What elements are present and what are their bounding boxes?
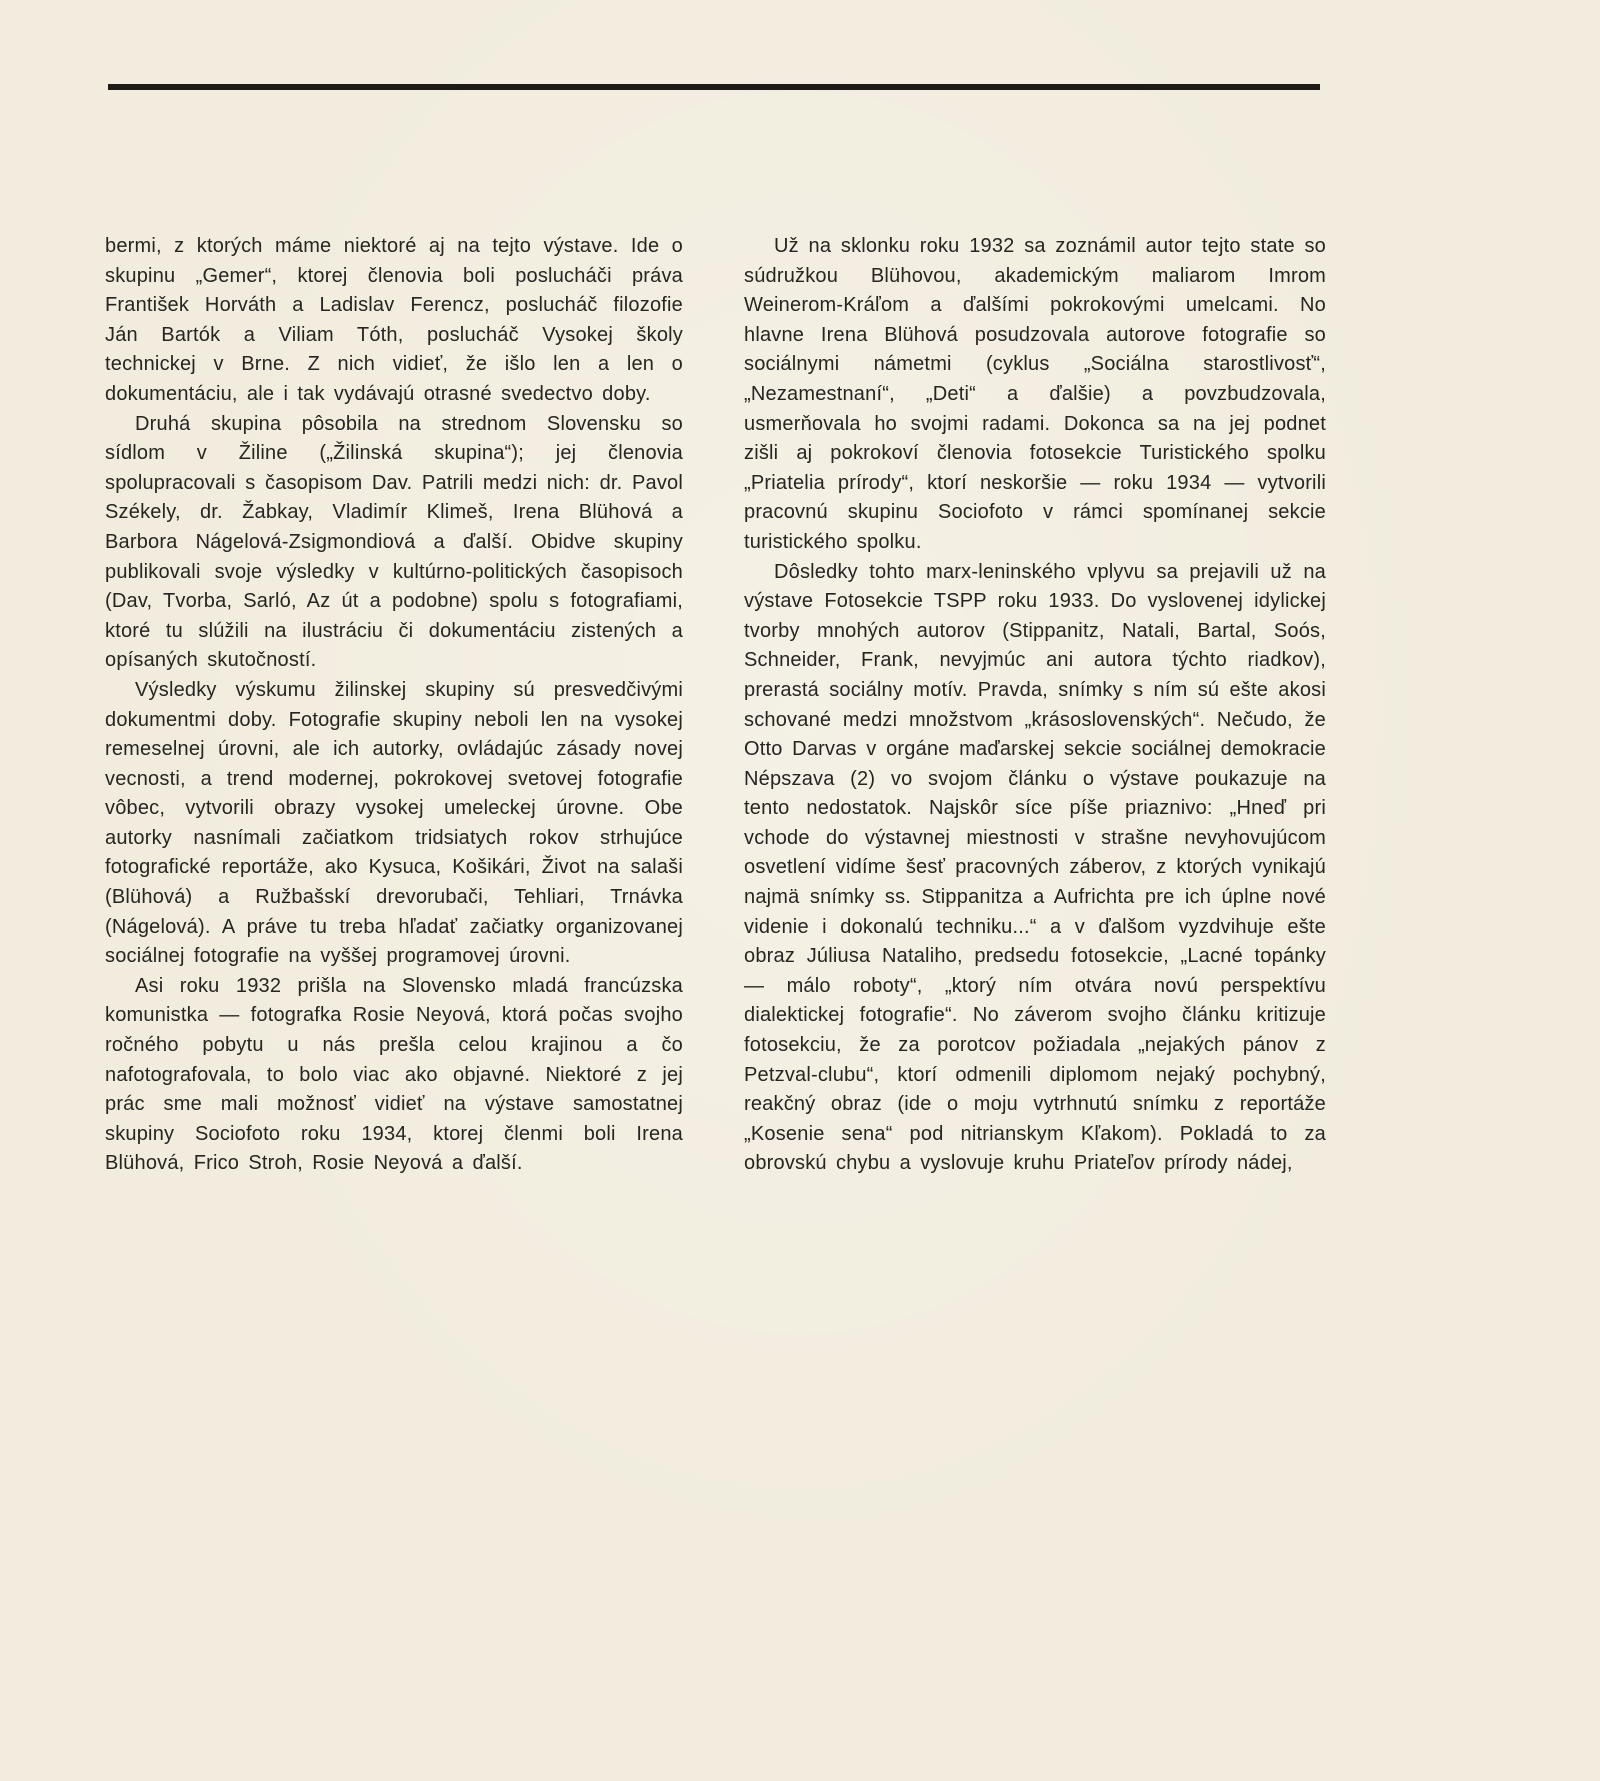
- text-column-right: [744, 232, 1326, 1179]
- paragraph: Druhá skupina pôsobila na strednom Slovensku so sídlom v Žiline („Žilinská skupina“); jej členovia spolupracovali s časopisom Dav. Patrili medzi nich: dr. Pavol Székely, dr. Žabkay, Vladimír Klimeš, Irena Blühová a Barbora Nágelová-Zsigmondiová a ďalší. Obidve skupiny publikovali svoje výsledky v kultúrno-politických časopisoch (Dav, Tvorba, Sarló, Az út a podobne) spolu s fotografiami, ktoré tu slúžili na ilustráciu či dokumentáciu zistených a opísaných skutočností.: [105, 412, 683, 672]
- top-rule-divider: [108, 84, 1320, 90]
- text-column-left: [105, 232, 683, 1179]
- paragraph: bermi, z ktorých máme niektoré aj na tejto výstave. Ide o skupinu „Gemer“, ktorej členovia boli poslucháči práva František Horváth a Ladislav Ferencz, poslucháč filozofie Ján Bartók a Viliam Tóth, poslucháč Vysokej školy technickej v Brne. Z nich vidieť, že išlo len a len o dokumentáciu, ale i tak vydávajú otrasné svedectvo doby.: [105, 235, 683, 405]
- paragraph: Už na sklonku roku 1932 sa zoznámil autor tejto state so súdružkou Blühovou, akademickým maliarom Imrom Weinerom-Kráľom a ďalšími pokrokovými umelcami. No hlavne Irena Blühová posudzovala autorove fotografie so sociálnymi námetmi (cyklus „Sociálna starostlivosť“, „Nezamestnaní“, „Deti“ a ďalšie) a povzbudzovala, usmerňovala ho svojmi radami. Dokonca sa na jej podnet zišli aj pokrokoví členovia fotosekcie Turistického spolku „Priatelia prírody“, ktorí neskoršie — roku 1934 — vytvorili pracovnú skupinu Sociofoto v rámci spomínanej sekcie turistického spolku.: [744, 235, 1326, 553]
- paragraph: Asi roku 1932 prišla na Slovensko mladá francúzska komunistka — fotografka Rosie Neyová, ktorá počas svojho ročného pobytu u nás prešla celou krajinou a čo nafotografovala, to bolo viac ako objavné. Niektoré z jej prác sme mali možnosť vidieť na výstave samostatnej skupiny Sociofoto roku 1934, ktorej členmi boli Irena Blühová, Frico Stroh, Rosie Neyová a ďalší.: [105, 974, 683, 1175]
- paragraph: Výsledky výskumu žilinskej skupiny sú presvedčivými dokumentmi doby. Fotografie skupiny neboli len na vysokej remeselnej úrovni, ale ich autorky, ovládajúc zásady novej vecnosti, a trend modernej, pokrokovej svetovej fotografie vôbec, vytvorili obrazy vysokej umeleckej úrovne. Obe autorky nasnímali začiatkom tridsiatych rokov strhujúce fotografické reportáže, ako Kysuca, Košikári, Život na salaši (Blühová) a Ružbašskí drevorubači, Tehliari, Trnávka (Nágelová). A práve tu treba hľadať začiatky organizovanej sociálnej fotografie na vyššej programovej úrovni.: [105, 678, 683, 968]
- paragraph: Dôsledky tohto marx-leninského vplyvu sa prejavili už na výstave Fotosekcie TSPP roku 1933. Do vyslovenej idylickej tvorby mnohých autorov (Stippanitz, Natali, Bartal, Soós, Schneider, Frank, nevyjmúc ani autora týchto riadkov), prerastá sociálny motív. Pravda, snímky s ním sú ešte akosi schované medzi množstvom „krásoslovenských“. Nečudo, že Otto Darvas v orgáne maďarskej sekcie sociálnej demokracie Népszava (2) vo svojom článku o výstave poukazuje na tento nedostatok. Najskôr síce píše priaznivo: „Hneď pri vchode do výstavnej miestnosti v strašne nevyhovujúcom osvetlení vidíme šesť pracovných záberov, z ktorých vynikajú najmä snímky ss. Stippanitza a Aufrichta pre ich úplne nové videnie i dokonalú techniku...“ a v ďalšom vyzdvihuje ešte obraz Júliusa Nataliho, predsedu fotosekcie, „Lacné topánky — málo roboty“, „ktorý ním otvára novú perspektívu dialektickej fotografie“. No záverom svojho článku kritizuje fotosekciu, že za porotcov požiadala „nejakých pánov z Petzval-clubu“, ktorí odmenili diplomom nejaký pochybný, reakčný obraz (ide o moju vytrhnutú snímku z reportáže „Kosenie sena“ pod nitrianskym Kľakom). Pokladá to za obrovskú chybu a vyslovuje kruhu Priateľov prírody nádej,: [744, 560, 1326, 1175]
